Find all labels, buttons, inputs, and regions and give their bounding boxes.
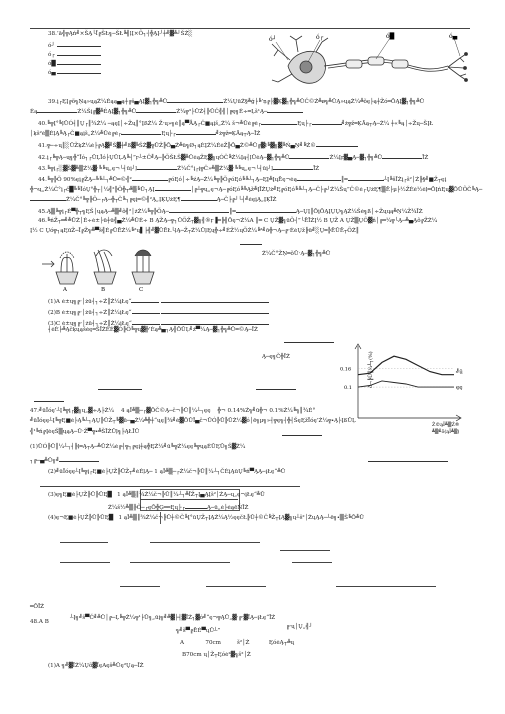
q46-blank-right [284, 336, 334, 346]
q47-line2: ╝ūĪóęę┴Į╚╦Ę■ė├Ą╚┴┐ĄŲ╠ŪŽ┬╚▓ū─▄Ż¼╩╬┼“ųę║¾╝ė▓ŌŪĪ▄č¬ŪÓ╠Ū╠ŪŻ¼▓ó│ē╗µ╗»┤╦ę╗┤╬┤ŠęĘžĪóę’Ż¼╦∙Ą├ĮßŪĻ [30, 418, 356, 424]
pot-label-b: B [101, 287, 106, 292]
q40-line2: │ķš²ė▒ĖļĄ╚Ą┌Č■ąįš„Ż¼╩Ūė╔ė┌ Ęų├┌ ╝ż╦ž═ĶĀą┬Ą─ĪŻ [30, 128, 260, 138]
q47-sub3: (3)ę╗Ę■ė├ŲŽ╠Ū╠ŪĘ█ 1 ąĪ╩▒║¾Ż¼č¬╠Ū║¼┴┐╩ĪŽ┬Į▄ĄĮš²│ŻĄ─ų„ę¬įŁę“╩Ū [48, 492, 265, 498]
q41: 41.╦─÷ų║░ŪŽķŻ¼ė├╔Ą▓╝Š▓┼╝ß▓╚ŠŻ▓╦ŪŽ╠Ō▄Ż╩ü╗Ø┐ąĖĮŻ¼ĖėŽ╠Ō▄Ż©╩Ū╔▓ł╚▓╗▓╚Ń▄Ņ╝╚Ż© [38, 140, 358, 150]
figure-label-4: ó▄ [449, 33, 458, 40]
q47-blood-sugar-chart [338, 342, 466, 434]
q47-blank-c [34, 395, 64, 405]
q48-title: 48.A B [30, 619, 49, 625]
answer-line-9 [336, 586, 436, 587]
pot-label-c: C [139, 287, 144, 292]
answer-line-5 [130, 562, 230, 563]
q46-conclusion: ┤ėĖ├╩Ąčķųąšėę═ŠĪŻĖĖ▓Ó╠Õ╚╦ų▓╬’Ėą╩▄┐Ą╣ŌŪĻ╝ż▀¼Ą─▓┐╬╗╩Ū═©Ą─ĪŻ [48, 327, 258, 333]
answer-line-6 [292, 562, 332, 563]
answer-line-3 [280, 550, 330, 551]
answer-line-2 [150, 542, 260, 543]
q38-title: 38.’ā╣╦Ąń╝×ŠĄ└Ī╔ŠŁ╗─ŠŁ╚╣ļĮ×Õ┐┤╬ĄĮ┘┼╝▓╩┘ŠŻ░ [48, 31, 193, 37]
q46-line3: Ż¼Č°ŽŅ═õŪ·Ą─▓┐╬╗╩Ū [262, 251, 331, 257]
q44-line2: ╬¬ų„Ż¼Č°į┌č█╚╚ĪóŲ°╬┬│¼╣²╠Õ╬┬╩▒╚Ū┐ĄĮ │╔┴╦ų„ę¬Ą─╔óĘó╚╚Ąž╩ĮĪŻŲż╝Ę╔óĘó╚╚┴┐Ą─Č├╔┘Ż¼Šų”Č©ė┌ŲżĘ¶▒Ē├µ├½ŽĖė½ėļ═ŌĮńĘų▓ŌŪÕČ╚Ą─ [30, 184, 482, 194]
q47-sub1: (1)ŪÓ╠Ū║¼┴┐┤╠ļ═Ą┬Ą─╩ŪŻ¼ė╔┤╦┐╔ęį┼ą╬ĘŻ¼╝ū╚╦Ż¼ęę╚╦ųąĖŪĘŪ╗Š▓Ż¼ [30, 444, 246, 450]
q43: 43.╚╦į┌░▓Š▓╩▒Ż¼▓·╚╚ų„ę¬└┤ūį┘ļ Ż¼Č°į┌į╦Č»╩▒Ż¼▓·╚╚ų„ę¬└┤ūį┘ļ ĪŻ [38, 163, 319, 173]
q38-answer-2: ó┌ [48, 49, 101, 59]
q46-line1: 46.╚ńŽ┬═╝╩ŪŻ│Ė÷ė±├ū┼ū╣▄Ż¼╩ŪĖ÷ B ĄŽĄ─╦┐ŪÕŽ┬▓╗╣®ŗ▐═╠╣Ōę¬Ż¼A ║═ C ŲŽ▓╗ūÕ┤”└ĒĪŻĮ½ B ŲŽ A ŲŽ▒ŲÕ▓ń│╔═¼╦└Ą─╩▄Ąõ╔ŽŻ¼ [38, 218, 438, 224]
chart-y-tick-016: 0.16 [340, 366, 352, 373]
top-rule [30, 28, 470, 29]
q38-answer-3: ó█ [48, 58, 101, 68]
q47-sub2-answer-line [40, 486, 300, 487]
q39-line2: Ėą Ż¼Šį╔▓╩ÉĄĮ▓┐╬╗╩Ū Ż¼╦³├ŪŻ┤╠ŪČ╣╣│╔ę╗Ė÷═Ļš¹Ą─ [30, 106, 303, 116]
q47-sub3-box-divider [140, 499, 238, 500]
q48-col-head2: ╔·ų│Ų„╣┘ [286, 624, 313, 630]
q46-sub3: (3)C ė±ų╗╔·│żū┤┐÷Ż║Ż¼įŁę“ [48, 318, 269, 328]
q47-blank-b [256, 383, 296, 393]
figure-label-1: ó┘ [269, 36, 277, 43]
q45: 45.Ą▒╚╦į┌Ė▀╬┬╗ĘŠ│ųąĄ─╩▒╝õ╣²│żŻ¼╚╦╠ÕĄ─ ║═ Ą─ŲĮ║ŌįŌĄĮŲŲ╗ĄŻ¼Šė╗ß│÷Žųųą╩Ņ¼Ž¾ĪŻ [38, 206, 423, 216]
q46-line2: Į½ C Ųó╦┐ąĘūŽ─Ī╔Ž╗╩▀š╣Ė╔ŪĒŻ¼╚²ų▌├╣╝▓ŪĒŁ└ļĄ─Ž┬Ż¼ŪļĘų╬÷╝ĖŽ½ųÕŻ¼╚²╝ō╬¬Ą─╔·ĖėŲž╠ū╝░Ų═╠ĒŪĒ┬ÕŻ║ [30, 228, 360, 234]
neuron-figure [268, 32, 473, 94]
curve-label-jia: ╝ū [456, 369, 463, 376]
answer-line-7 [120, 586, 160, 587]
chart-x-title: Ż©ąĪ╩▒Ż® [432, 423, 460, 428]
q47-sub4-marker [160, 512, 162, 524]
chart-y-tick-01: 0.1 [344, 384, 352, 391]
q47-blank-a [98, 383, 142, 393]
q38-answer-1: ó┘ [48, 40, 101, 50]
q48-question: ┴Į╗╝š▀Č╝╩Ū│╔─Ļ╚╦Ż¼╦¹├Ū╗„ūį╗╝╩▓├┤▓ĪŻ┐▓ó╝“ę¬╦ĄŪ„▓·╔·▓ĪĄ─įŁę“ĪŻ [70, 615, 276, 621]
q46-sub1: (1)A ė±ų╗╔·│żū┤┐÷Ż║Ż¼įŁę“ [48, 296, 269, 306]
q47-line3: ╣¹╚ń╔ĮėęŠ▒ųąĄ─Ū·Ž▀╦∙╩ŠĪŻŪļ╗├ĄŁĪŪ [30, 429, 140, 435]
figure-label-3: ó█ [386, 33, 395, 40]
q47-tail: ═ŌĪŻ [30, 604, 45, 610]
q47-blank-d [282, 429, 322, 439]
q46-blank-top [240, 238, 300, 248]
q47-blank-e [368, 455, 448, 465]
q39-line1: 39.į┌ĘĮ╔õ╗Ņą»ųąŻ¼Ėąą▄ą┼╔š▄ĄĮ▓┐╬╗╩Ū Ż¼ŲūŻ§╩ģ├╚’ņ╔├▓Ķ▓┐╬╗╩ŪČ©Ż╩ø╗╩ŪĄ»ųąŻ¼╩õę├ą┼Žó═ŌĄĮ▓┐╬╗╩Ū [48, 96, 424, 106]
answer-line-4 [60, 562, 110, 563]
q48-row-a: A 70cm š²│Ż ĘóėĄ┬╩ų​ [180, 640, 295, 646]
q48-row-b: B70cm ų│Ž┬Ęóė²▓╗š²│Ż [182, 652, 251, 658]
q47-sub3-cont: Ż¼š½╩▒╠Õ─┌ęŌ╬Ģ══Ęų├┌ Ą─ū„ė├ėąēŃĪŻ [108, 502, 248, 512]
chart-y-title: č¬╠Ū║¼┴┐(%) [368, 351, 374, 388]
pot-label-a: A [63, 287, 67, 292]
q40-line1: 40.╚╦Į°╚ļŪÓ┤║Ų┌║¾Ż¼ ─ąęĮ│÷Žų║°ĮßŻ¼ Ž·ų»╗ė║ą▀ÅĄ┌Č■ąįš„Ż¼ š¬╩Ūė╔ė┌ Ęų├┌ ╝ż╦ž═ĶĀą┬Ą─Ż¼ ┼«╚ą│÷Žų─ŠĮŁ [38, 118, 433, 128]
q48-col-head: ╗╝š▀╔ĒĖ▀ųŪ┴” [176, 628, 221, 634]
q47-sub2: (2)╝ūĪóęę┴Į╚╦į┌Ę■ė├ŲŽ╠ŪŽ┬╝ėĖļĄ─ 1 ąĪ╩▒─┌Ż¼č¬╠Ū║¼┴┐ČĖįĄūŲ╚ń▀ĄĄ─įŁę“╩Ū [48, 469, 286, 475]
q47-line1: 47.╝ūĪóę’┴Į╚╦į┌▓╗ų„▓÷Ą├Ż¼ 4 ąĪ╩▒─┌▓ŌČ©Ą─č¬╠Ū║¼┴┐ęę ╬¬ 0.14%Ż╗╝ū╬¬ 0.1%Ż¼╚╗║¾Ė° [30, 408, 316, 414]
q44-line1: 44.╚╦╠Õ 90%ęį╔ŽĄ─╚╚┴┐╩Ū═©╣² ╔óĘó│÷╚źĄ─Ż¼╚╦╠Õ╔óĘó╚╚┴┐Ą─ĘĮ╩ĮųĒę¬ėą ║═ ┴Į╚šĪŻį┌š²│Ż╠§╝■Ž┬ęį [38, 174, 446, 184]
answer-line-8 [206, 586, 266, 587]
q42: 42.į┌╚╦Ą─ų╗╬“Īó┐┌ŪĻĪó├ŲŪĻĄ╚┤”ŗ┴±Č╝Ą─╠ÕŠŁŠ▓╩ŪėąŽĘ▓╗ųÓČ╚Ż¼Įą┤ļŪėĄ─▓┐╬╗╩Ū Ż¼Įŗ▓▄Ą─▓┐╬╗╩Ū ĪŻ [38, 152, 428, 162]
curve-label-yi: ęę [456, 385, 463, 392]
q47-sub4: (4)ę¬Ę■ė├ŲŽ╠Ū╠ŪĘ█ 1 ąĪ╩▒║¾Ż¼č¬╠Ū┼©Č╚Į°ūŲŽ┬ĮĄŻ¼Ą½ęęčŁ╠Ū┼©Č╚Ž┬ĮĄ▓╗ų┴š²│ŻųĄĄ─┴ē╗∙▒Š╚Ō╩Ū [48, 515, 364, 521]
figure-label-2: ó┌ [316, 34, 324, 41]
q44-line3: Ż¼Č°╚╦╠Õ─┌Ą─╬┬Č╚┐╔ęį═©╣²Ą„ĮĶŲżĘ¶ Ą─Č├╔┘└┤╝ėęįĄ„ĮĶĪŻ [30, 194, 276, 204]
chart-x-note: ╩▒╝õ(ąĪ╩▒) [432, 430, 460, 434]
q46-pots-figure [40, 242, 160, 292]
q46-sub2: (2)B ė±ų╗╔·│żū┤┐÷Ż║Ż¼įŁę“ [48, 307, 269, 317]
q47-sub1-cont: ┐╔─▄╩Ū╗╝ [30, 455, 99, 465]
answer-line-1 [60, 542, 108, 543]
q48-sub1: (1)A ╗╝▓ĪŻ¼Ųõ▓ĪęAęš╩Ūę²Ųą─ĪŻ [48, 663, 144, 669]
q38-answer-4: ó▄ [48, 67, 101, 77]
q46-seg: Ą─ę╗Č╬ĪŻ [262, 354, 290, 360]
